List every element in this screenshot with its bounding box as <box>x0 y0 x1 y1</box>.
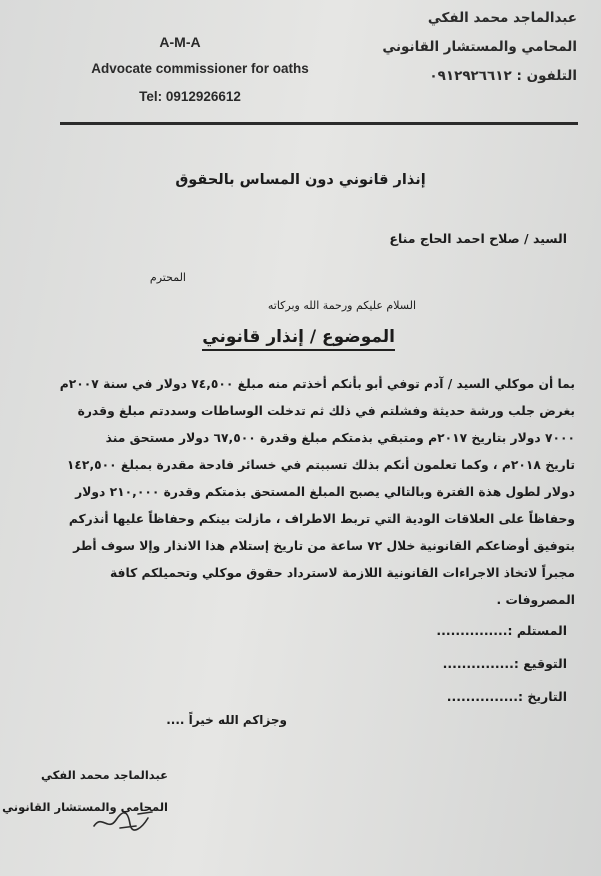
body-line: تاريخ ٢٠١٨م ، وكما تعلمون أنكم بذلك تسببتم في خسائر فادحة مقدرة بمبلغ ١٤٢,٥٠٠ <box>66 458 575 472</box>
body-line: المصروفات . <box>496 593 575 607</box>
letterhead-english <box>60 34 340 104</box>
greeting-line: السلام عليكم ورحمة الله وبركاته <box>267 299 416 312</box>
respected-label: المحترم <box>149 271 186 284</box>
letterhead-name-ar: عبدالماجد محمد الفكي <box>427 10 577 26</box>
document-heading: إنذار قانوني دون المساس بالحقوق <box>175 172 426 188</box>
body-line: مجبراً لاتخاذ الاجراءات القانونية اللازمة لاسترداد حقوق موكلي وتحميلكم كافة <box>109 566 575 580</box>
closing-line: وجزاكم الله خيراً .... <box>166 713 287 727</box>
letterhead-initials: A-M-A <box>159 34 201 50</box>
subject-title: الموضوع / إنذار قانوني <box>202 327 395 351</box>
letterhead-title-en: Advocate commissioner for oaths <box>91 61 309 76</box>
handwritten-signature <box>90 806 160 836</box>
received-by-field: المستلم :............... <box>436 623 567 638</box>
letterhead-phone-ar: التلفون : ٠٩١٢٩٢٦٦١٢ <box>429 68 577 84</box>
body-line: ٧٠٠٠ دولار بتاريخ ٢٠١٧م ومتبقي بذمتكم مبلغ وقدرة ٦٧,٥٠٠ دولار مستحق منذ <box>105 431 575 445</box>
letterhead-arabic <box>357 10 577 97</box>
body-line: بتوفيق أوضاعكم القانونية خلال ٧٢ ساعة من تاريخ إستلام هذا الانذار وإلا سوف أطر <box>73 539 575 553</box>
body-line: وحفاظاً على العلاقات الودية التي تربط الاطراف ، مازلت بينكم وحفاظاً عليها أنذركم <box>68 512 575 526</box>
signatory-title: المحامي والمستشار القانوني <box>2 800 168 814</box>
body-line: دولار لطول هذة الفترة وبالتالي يصبح المبلغ المستحق بذمتكم وقدرة ٢١٠,٠٠٠ دولار <box>75 485 575 499</box>
letterhead-divider <box>60 122 578 125</box>
signature-field: التوقيع :............... <box>442 656 567 671</box>
body-line: بما أن موكلي السيد / آدم توفي أبو بأنكم أخذتم منه مبلغ ٧٤,٥٠٠ دولار في سنة ٢٠٠٧م <box>59 377 575 391</box>
body-line: بغرض جلب ورشة حديثة وفشلتم في ذلك ثم تدخلت الوساطات وسددتم مبلغ وقدرة <box>77 404 575 418</box>
recipient-line: السيد / صلاح احمد الحاج مناع <box>389 231 567 246</box>
signatory-name: عبدالماجد محمد الفكي <box>40 768 168 782</box>
date-field: التاريخ :............... <box>446 689 567 704</box>
letterhead-phone-en: Tel: 0912926612 <box>139 89 241 104</box>
letterhead-title-ar: المحامي والمستشار القانوني <box>382 39 577 55</box>
